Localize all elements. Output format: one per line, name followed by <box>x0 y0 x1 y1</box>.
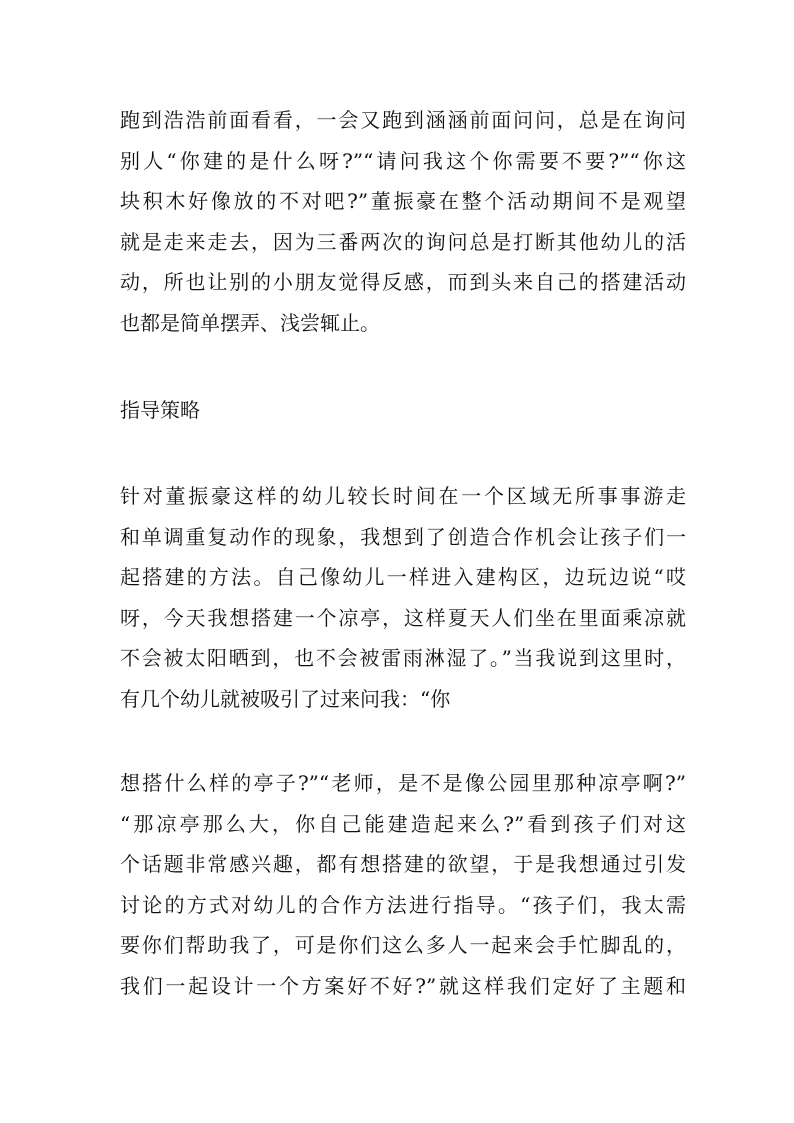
text-line: 起搭建的方法。自己像幼儿一样进入建构区，边玩边说“哎 <box>120 565 686 589</box>
text-line: 不会被太阳晒到，也不会被雷雨淋湿了。”当我说到这里时， <box>120 646 686 670</box>
text-line: 就是走来走去，因为三番两次的询问总是打断其他幼儿的活 <box>120 229 686 254</box>
text-line: 动，所也让别的小朋友觉得反感，而到头来自己的搭建活动 <box>120 270 686 294</box>
text-line: “那凉亭那么大，你自己能建造起来么?”看到孩子们对这 <box>120 811 686 836</box>
paragraph-strategy <box>120 476 686 719</box>
text-line: 想搭什么样的亭子?”“老师，是不是像公园里那种凉亭啊?” <box>120 771 686 795</box>
section-heading: 指导策略 <box>120 398 200 422</box>
text-line: 要你们帮助我了，可是你们这么多人一起来会手忙脚乱的， <box>120 933 686 957</box>
text-line: 也都是简单摆弄、浅尝辄止。 <box>120 310 380 335</box>
text-line: 个话题非常感兴趣，都有想搭建的欲望，于是我想通过引发 <box>120 852 686 876</box>
text-line: 别人“你建的是什么呀?”“请问我这个你需要不要?”“你这 <box>120 148 686 173</box>
text-line: 跑到浩浩前面看看，一会又跑到涵涵前面问问，总是在询问 <box>120 108 686 132</box>
paragraph-observation <box>120 100 686 343</box>
paragraph-dialogue <box>120 763 686 1006</box>
text-line: 我们一起设计一个方案好不好?”就这样我们定好了主题和 <box>120 973 686 998</box>
text-line: 块积木好像放的不对吧?”董振豪在整个活动期间不是观望 <box>120 189 686 213</box>
text-line: 针对董振豪这样的幼儿较长时间在一个区域无所事事游走 <box>120 484 686 508</box>
text-line: 呀，今天我想搭建一个凉亭，这样夏天人们坐在里面乘凉就 <box>120 605 686 630</box>
text-line: 讨论的方式对幼儿的合作方法进行指导。“孩子们，我太需 <box>120 892 686 917</box>
text-line: 有几个幼儿就被吸引了过来问我：“你 <box>120 686 451 711</box>
text-line: 和单调重复动作的现象，我想到了创造合作机会让孩子们一 <box>120 524 686 549</box>
